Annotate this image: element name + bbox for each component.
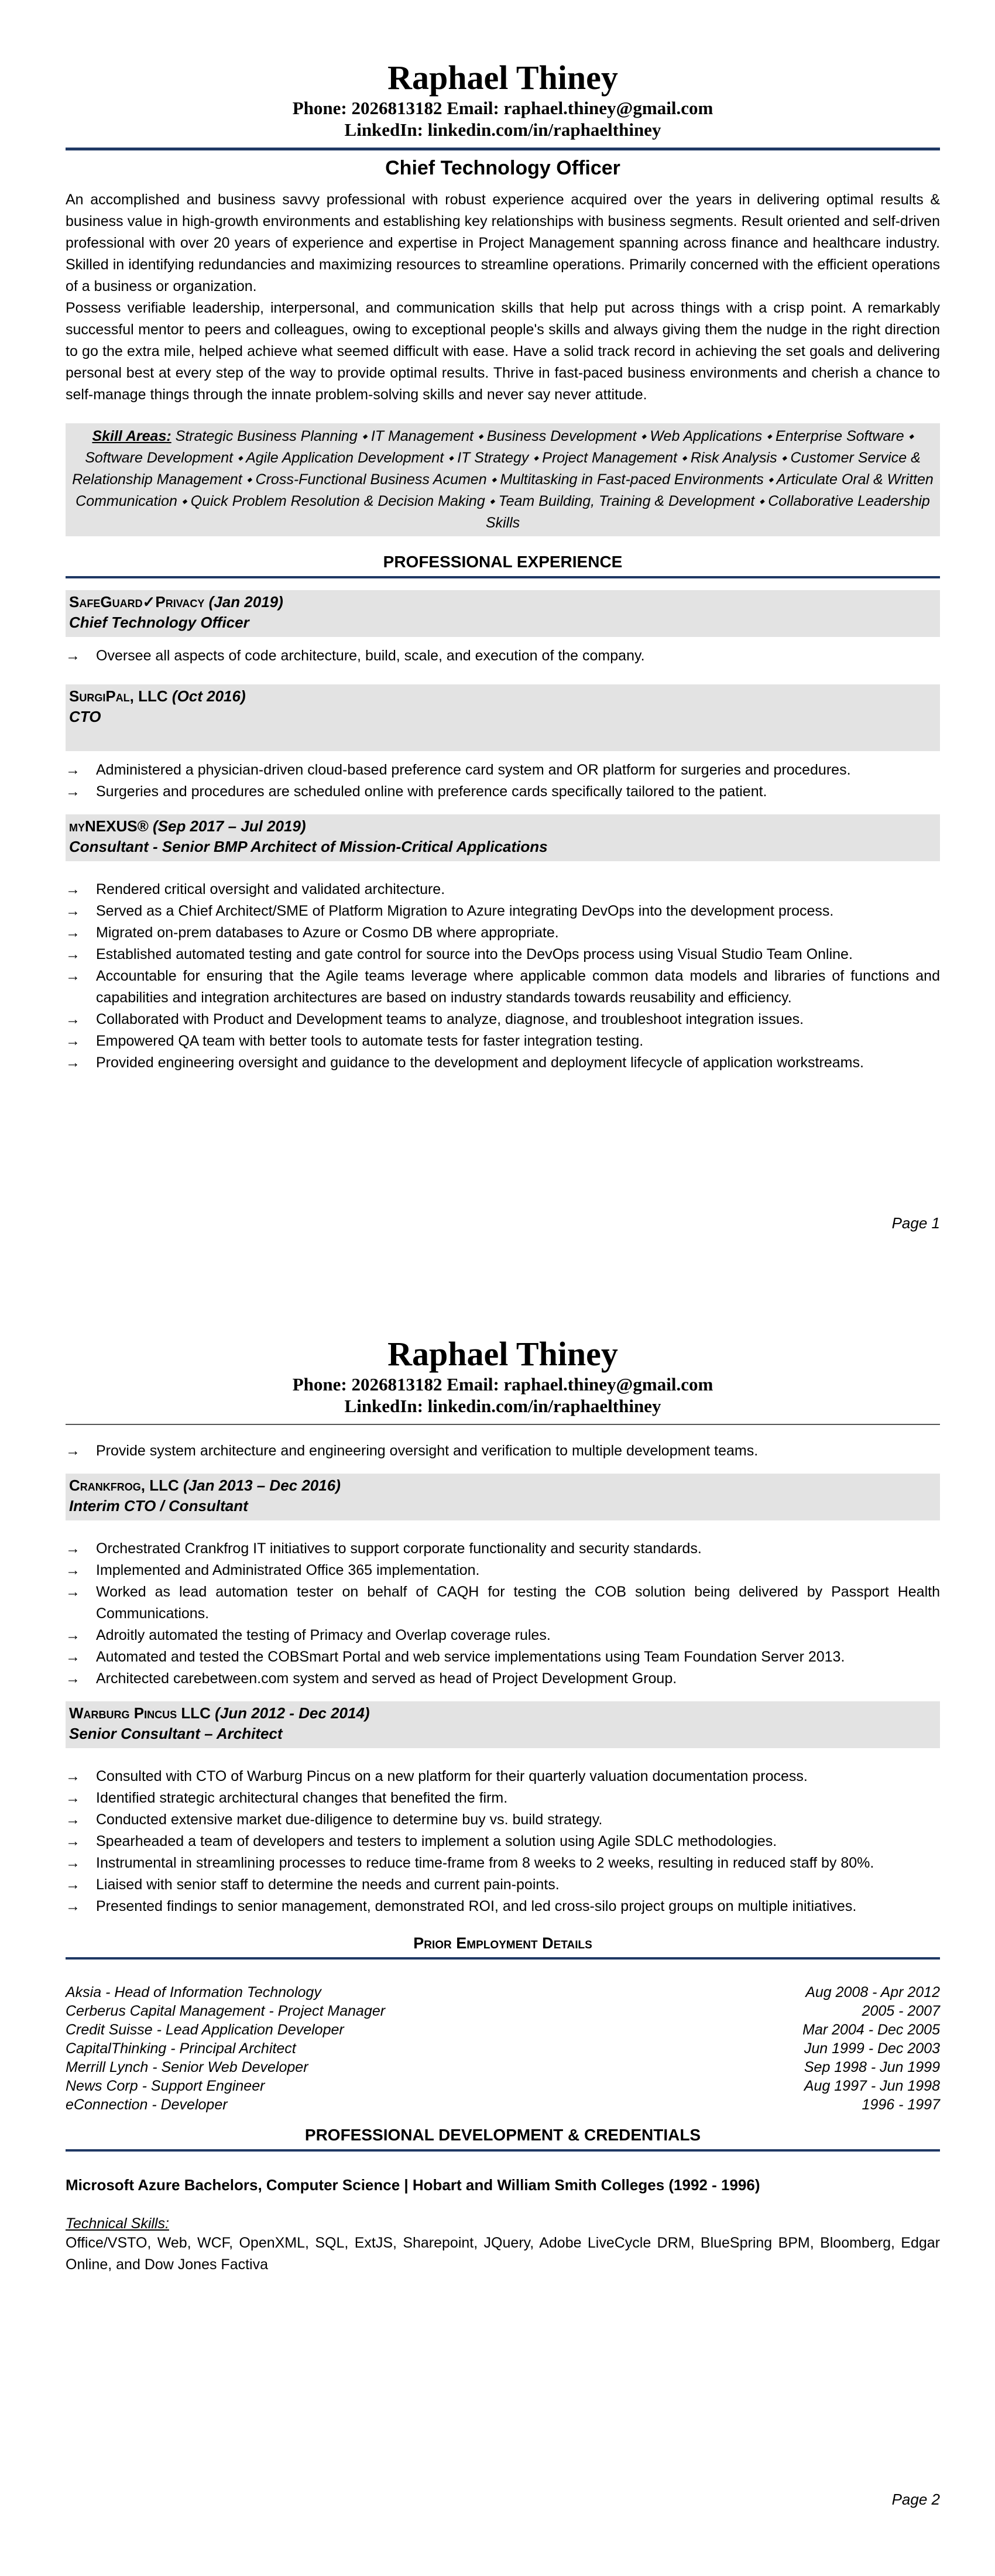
page-number: Page 1 [891,1214,940,1232]
page-number: Page 2 [891,2491,940,2508]
company-line [69,591,936,612]
candidate-name: Raphael Thiney [387,1335,618,1373]
arrow-icon: → [66,1811,80,1828]
company-name: SafeGuard✓Privacy [69,593,205,611]
header-divider [66,1424,940,1425]
list-item: → Instrumental in streamlining processes to reduce time-frame from 8 weeks to 2 weeks, resulting in reduced staff by 80%. [66,1852,940,1874]
arrow-icon: → [66,1833,80,1849]
company-name: myNEXUS® [69,817,149,835]
arrow-icon: → [66,881,80,898]
experience-heading: PROFESSIONAL EXPERIENCE [66,551,940,578]
list-item: → Accountable for ensuring that the Agile teams leverage where applicable common data models and libraries of functions and capabilities and integration architectures are based on industry standards towards reusability and efficiency. [66,965,940,1009]
job-bullets [66,879,940,1074]
list-item: → Identified strategic architectural changes that benefited the firm. [66,1787,940,1809]
candidate-name: Raphael Thiney [387,59,618,97]
list-item: → Presented findings to senior management, demonstrated ROI, and led cross-silo project groups on multiple initiatives. [66,1896,940,1917]
arrow-icon: → [66,1790,80,1806]
list-item: → Administered a physician-driven cloud-based preference card system and OR platform for surgeries and procedures. [66,759,940,781]
header-divider [66,148,940,150]
list-item: → Established automated testing and gate control for source into the DevOps process using Visual Studio Team Online. [66,944,940,965]
list-item: → Consulted with CTO of Warburg Pincus on a new platform for their quarterly valuation documentation process. [66,1766,940,1787]
page-2-content [66,1335,940,2276]
skill-areas-box [66,423,940,536]
table-row: News Corp - Support Engineer Aug 1997 - Jun 1998 [66,2078,940,2094]
job-bullets [66,759,940,803]
arrow-icon: → [66,783,80,800]
job-dates: (Jan 2013 – Dec 2016) [183,1477,341,1494]
arrow-icon: → [66,946,80,962]
education-line: Microsoft Azure Bachelors, Computer Science | Hobart and William Smith Colleges (1992 - 1996) [66,2176,760,2194]
arrow-icon: → [66,1627,80,1643]
technical-skills-label: Technical Skills: [66,2215,169,2232]
resume-page-2 [0,1288,995,2576]
job-bullets [66,645,940,667]
list-item: → Provided engineering oversight and guidance to the development and deployment lifecycle of application workstreams. [66,1052,940,1074]
list-item: → Served as a Chief Architect/SME of Platform Migration to Azure integrating DevOps into the development process. [66,900,940,922]
table-row: Merrill Lynch - Senior Web Developer Sep 1998 - Jun 1999 [66,2059,940,2075]
arrow-icon: → [66,1054,80,1071]
job-bullets [66,1538,940,1690]
job-dates: (Sep 2017 – Jul 2019) [152,817,306,835]
prior-employment-list [66,1983,940,2114]
job-role: Consultant - Senior BMP Architect of Mission-Critical Applications [69,838,548,855]
arrow-icon: → [66,1898,80,1914]
list-item: → Rendered critical oversight and validated architecture. [66,879,940,900]
job-header [66,814,940,861]
job-header [66,1701,940,1748]
arrow-icon: → [66,1649,80,1665]
arrow-icon: → [66,1033,80,1049]
company-line [69,816,936,837]
list-item: → Implemented and Administrated Office 365 implementation. [66,1560,940,1581]
arrow-icon: → [66,1584,80,1600]
list-item: → Oversee all aspects of code architecture, build, scale, and execution of the company. [66,645,940,667]
company-name: SurgiPal, LLC [69,687,168,705]
table-row: CapitalThinking - Principal Architect Jun 1999 - Dec 2003 [66,2040,940,2057]
company-name: Crankfrog, LLC [69,1477,179,1494]
list-item: → Surgeries and procedures are scheduled online with preference cards specifically tailored to the patient. [66,781,940,803]
job-dates: (Jun 2012 - Dec 2014) [215,1704,370,1722]
arrow-icon: → [66,903,80,919]
contact-line: Phone: 2026813182 Email: raphael.thiney@gmail.com [292,1374,713,1395]
job-role: Chief Technology Officer [69,614,249,631]
page-1-content [66,59,940,1074]
job-role: CTO [69,708,101,725]
arrow-icon: → [66,968,80,984]
company-line [69,686,936,707]
linkedin-line: LinkedIn: linkedin.com/in/raphaelthiney [344,1396,661,1416]
arrow-icon: → [66,1540,80,1557]
company-line [69,1703,936,1724]
job-header [66,1474,940,1520]
arrow-icon: → [66,1855,80,1871]
list-item: → Provide system architecture and engineering oversight and verification to multiple development teams. [66,1440,940,1462]
job-role: Interim CTO / Consultant [69,1497,248,1515]
skill-areas-list: Strategic Business Planning ⬩ IT Management ⬩ Business Development ⬩ Web Applications ⬩ Enterprise Software ⬩ Software Development ⬩ Agile Application Development ⬩ IT Strategy ⬩ Project Management ⬩ Risk Analysis ⬩ Customer Service & Relationship Management ⬩ Cross-Functional Business Acumen ⬩ Multitasking in Fast-paced Environments ⬩ Articulate Oral & Written Communication ⬩ Quick Problem Resolution & Decision Making ⬩ Team Building, Training & Development ⬩ Collaborative Leadership Skills [72,428,934,531]
list-item: → Conducted extensive market due-diligence to determine buy vs. build strategy. [66,1809,940,1831]
table-row: eConnection - Developer 1996 - 1997 [66,2097,940,2113]
list-item: → Migrated on-prem databases to Azure or Cosmo DB where appropriate. [66,922,940,944]
arrow-icon: → [66,1876,80,1893]
job-dates: (Oct 2016) [171,687,246,705]
arrow-icon: → [66,1768,80,1784]
credentials-heading: PROFESSIONAL DEVELOPMENT & CREDENTIALS [66,2125,940,2152]
job-role: Senior Consultant – Architect [69,1725,283,1742]
job-header [66,590,940,637]
summary-paragraph-1: An accomplished and business savvy professional with robust experience acquired over the years in delivering optimal results & business value in high-growth environments and establishing key relationships with business segments. Result oriented and self-driven professional with over 20 years of experience and expertise in Project Management spanning across finance and healthcare industry. Skilled in identifying redundancies and maximizing resources to streamline operations. Primarily concerned with the efficient operations of a business or organization. [66,191,940,294]
list-item: → Automated and tested the COBSmart Portal and web service implementations using Team Foundation Server 2013. [66,1646,940,1668]
list-item: → Orchestrated Crankfrog IT initiatives to support corporate functionality and security standards. [66,1538,940,1560]
arrow-icon: → [66,924,80,941]
linkedin-line: LinkedIn: linkedin.com/in/raphaelthiney [344,119,661,140]
arrow-icon: → [66,1670,80,1687]
continued-bullets [66,1440,940,1462]
list-item: → Collaborated with Product and Development teams to analyze, diagnose, and troubleshoot integration issues. [66,1009,940,1030]
headline-title: Chief Technology Officer [385,157,620,179]
contact-line: Phone: 2026813182 Email: raphael.thiney@gmail.com [292,98,713,118]
list-item: → Worked as lead automation tester on behalf of CAQH for testing the COB solution being delivered by Passport Health Communications. [66,1581,940,1625]
arrow-icon: → [66,648,80,664]
table-row: Aksia - Head of Information Technology Aug 2008 - Apr 2012 [66,1984,940,2000]
arrow-icon: → [66,762,80,778]
list-item: → Liaised with senior staff to determine the needs and current pain-points. [66,1874,940,1896]
table-row: Credit Suisse - Lead Application Developer Mar 2004 - Dec 2005 [66,2022,940,2038]
company-name: Warburg Pincus LLC [69,1704,211,1722]
arrow-icon: → [66,1443,80,1459]
list-item: → Empowered QA team with better tools to automate tests for faster integration testing. [66,1030,940,1052]
technical-skills-text: Office/VSTO, Web, WCF, OpenXML, SQL, ExtJS, Sharepoint, JQuery, Adobe LiveCycle DRM, BlueSpring BPM, Bloomberg, Edgar Online, and Dow Jones Factiva [66,2235,940,2273]
list-item: → Adroitly automated the testing of Primacy and Overlap coverage rules. [66,1625,940,1646]
job-bullets [66,1766,940,1917]
prior-employment-heading: Prior Employment Details [66,1933,940,1960]
arrow-icon: → [66,1562,80,1578]
arrow-icon: → [66,1011,80,1027]
list-item: → Architected carebetween.com system and served as head of Project Development Group. [66,1668,940,1690]
summary-paragraph-2: Possess verifiable leadership, interpersonal, and communication skills that help put across things with a crisp point. A remarkably successful mentor to peers and colleagues, owing to exceptional people's skills and always giving them the nudge in the right direction to go the extra mile, helped achieve what seemed difficult with ease. Have a solid track record in achieving the set goals and delivering personal best at every step of the way to provide optimal results. Thrive in fast-paced business environments and cherish a chance to self-manage things through the innate problem-solving skills and never say never attitude. [66,300,940,403]
skill-areas-label: Skill Areas: [92,428,171,444]
job-dates: (Jan 2019) [208,593,283,611]
list-item: → Spearheaded a team of developers and testers to implement a solution using Agile SDLC methodologies. [66,1831,940,1852]
job-header [66,684,940,751]
company-line [69,1475,936,1496]
table-row: Cerberus Capital Management - Project Manager 2005 - 2007 [66,2003,940,2019]
